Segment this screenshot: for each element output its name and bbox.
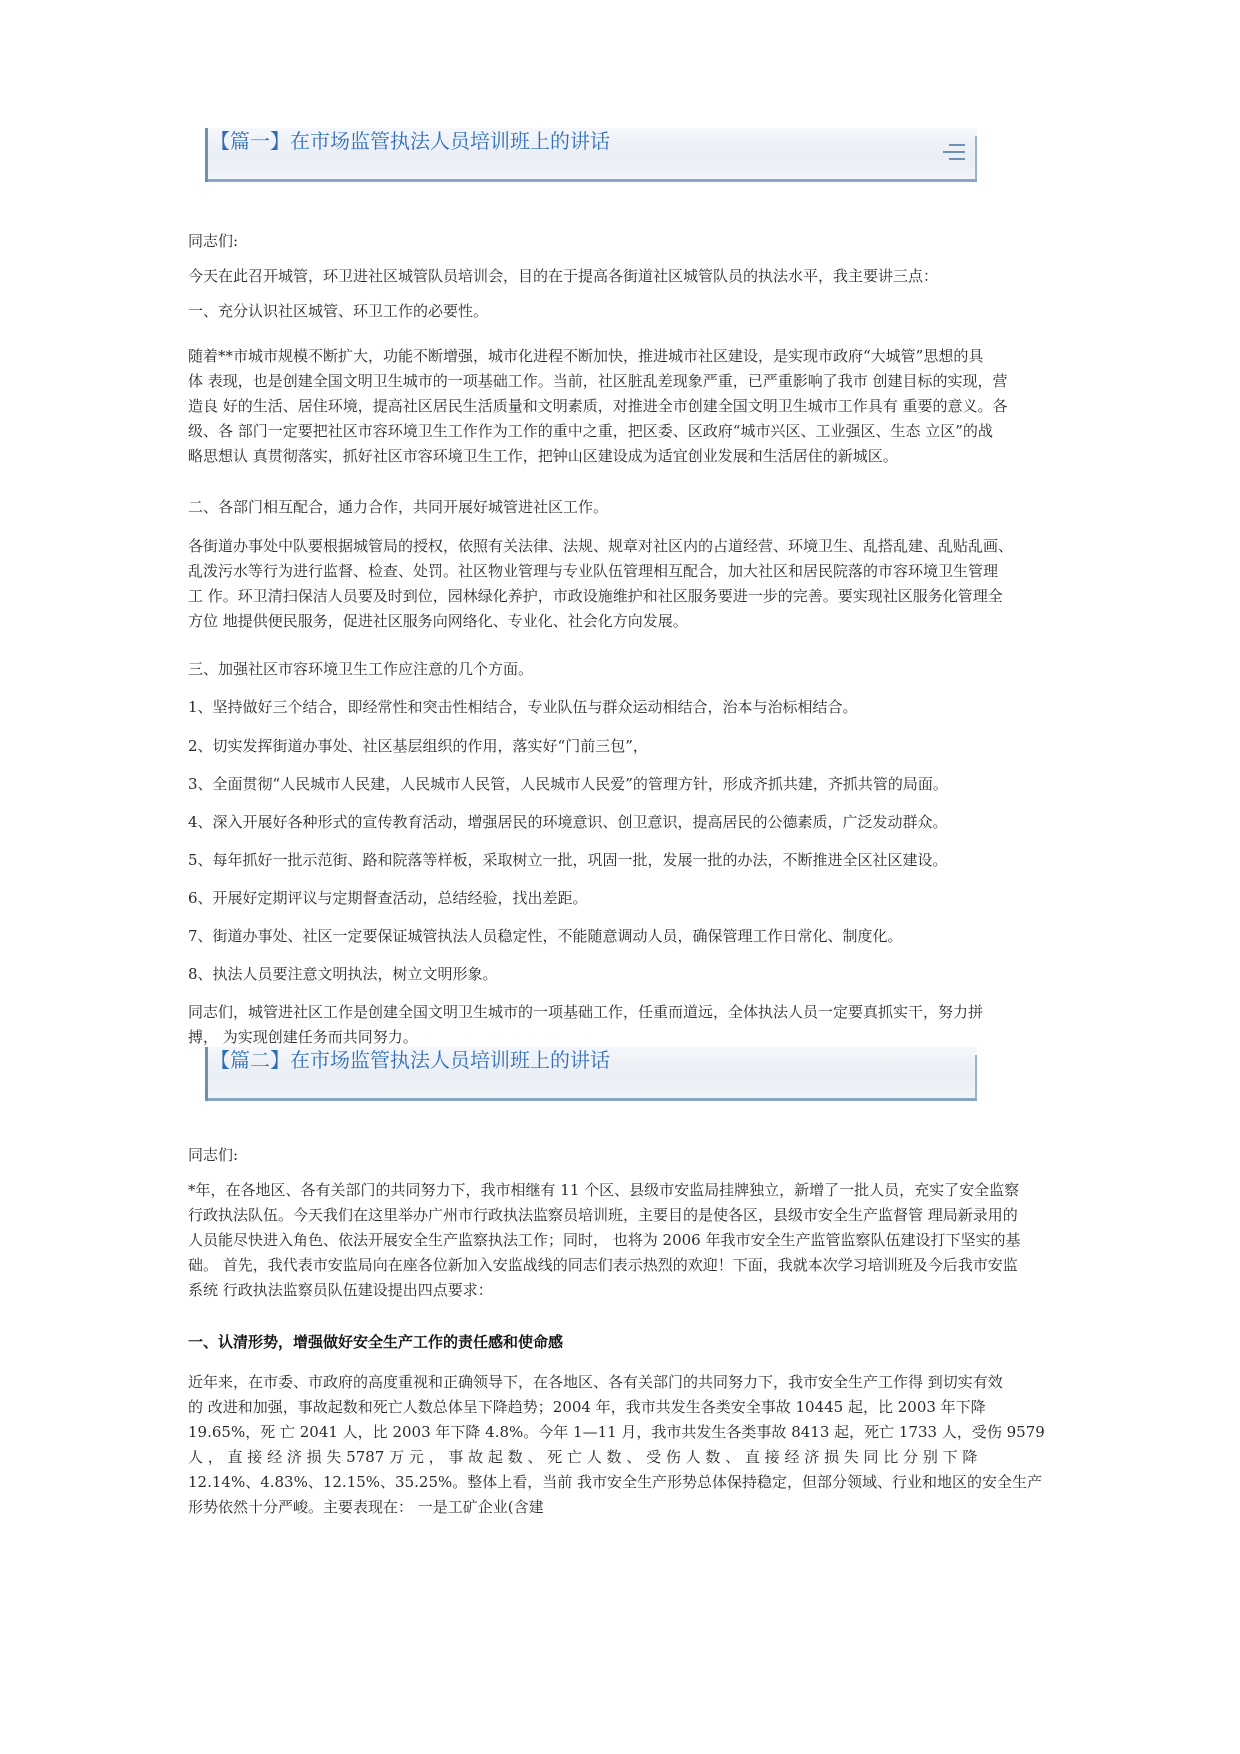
list-item: 2、切实发挥街道办事处、社区基层组织的作用，落实好“门前三包”， (188, 737, 648, 755)
list-item: 8、执法人员要注意文明执法，树立文明形象。 (188, 965, 498, 983)
section2-intro-paragraph (188, 1178, 1048, 1303)
paragraph-line: 12.14%、4.83%、12.15%、35.25%。整体上看，当前 我市安全生产形势总体保持稳定，但部分领域、行业和地区的安全生产 (188, 1473, 1043, 1491)
paragraph-line: 体 表现，也是创建全国文明卫生城市的一项基础工作。当前，社区脏乱差现象严重，已严重影响了我市 创建目标的实现，营 (188, 372, 1008, 390)
paragraph-line: 方位 地提供便民服务，促进社区服务向网络化、专业化、社会化方向发展。 (188, 612, 688, 630)
section1-intro: 今天在此召开城管，环卫进社区城管队员培训会，目的在于提高各街道社区城管队员的执法水平，我主要讲三点： (188, 267, 939, 285)
paragraph-line: 造良 好的生活、居住环境，提高社区居民生活质量和文明素质，对推进全市创建全国文明卫生城市工作具有 重要的意义。各 (188, 397, 1008, 415)
section2-heading: 一、认清形势，增强做好安全生产工作的责任感和使命感 (188, 1333, 564, 1351)
paragraph-line: 各街道办事处中队要根据城管局的授权，依照有关法律、法规、规章对社区内的占道经营、环境卫生、乱搭乱建、乱贴乱画、 (188, 537, 1014, 555)
paragraph-line: 的 改进和加强，事故起数和死亡人数总体呈下降趋势；2004 年，我市共发生各类安全事故 10445 起，比 2003 年下降 (188, 1398, 986, 1416)
paragraph-line: 随着**市城市规模不断扩大，功能不断增强，城市化进程不断加快，推进城市社区建设，是实现市政府“大城管”思想的具 (188, 347, 984, 365)
paragraph-line: 乱泼污水等行为进行监督、检查、处罚。社区物业管理与专业队伍管理相互配合，加大社区和居民院落的市容环境卫生管理 (188, 562, 999, 580)
list-item: 1、坚持做好三个结合，即经常性和突击性相结合，专业队伍与群众运动相结合，治本与治标相结合。 (188, 698, 858, 716)
paragraph-line: 行政执法队伍。今天我们在这里举办广州市行政执法监察员培训班，主要目的是使各区，县级市安全生产监督管 理局新录用的 (188, 1206, 1018, 1224)
section1-point2-paragraph (188, 534, 1048, 634)
paragraph-line: 级、各 部门一定要把社区市容环境卫生工作作为工作的重中之重，把区委、区政府“城市兴区、工业强区、生态 立区”的战 (188, 422, 993, 440)
section2-greeting: 同志们: (188, 1146, 239, 1164)
section1-banner-title: 【篇一】在市场监管执法人员培训班上的讲话 (210, 129, 610, 153)
banner-right-border (975, 1055, 977, 1101)
section1-closing-paragraph (188, 1000, 1048, 1050)
section1-point2-title: 二、各部门相互配合，通力合作，共同开展好城管进社区工作。 (188, 498, 609, 516)
paragraph-line: 工 作。环卫清扫保洁人员要及时到位，园林绿化养护，市政设施维护和社区服务要进一步的完善。要实现社区服务化管理全 (188, 587, 1003, 605)
section1-point1-paragraph (188, 344, 1048, 469)
paragraph-line: 系统 行政执法监察员队伍建设提出四点要求： (188, 1281, 493, 1299)
banner-bottom-border (208, 179, 977, 182)
paragraph-line: 略思想认 真贯彻落实，抓好社区市容环境卫生工作，把钟山区建设成为适宜创业发展和生活居住的新城区。 (188, 447, 898, 465)
list-item: 6、开展好定期评议与定期督查活动，总结经验，找出差距。 (188, 889, 588, 907)
paragraph-line: 形势依然十分严峻。主要表现在： 一是工矿企业(含建 (188, 1498, 544, 1516)
paragraph-line: 同志们，城管进社区工作是创建全国文明卫生城市的一项基础工作，任重而道远，全体执法人员一定要真抓实干，努力拼 (188, 1003, 984, 1021)
section1-banner (205, 128, 977, 182)
section2-banner (205, 1047, 977, 1101)
section2-banner-title: 【篇二】在市场监管执法人员培训班上的讲话 (210, 1048, 610, 1072)
paragraph-line: 人员能尽快进入角色、依法开展安全生产监察执法工作；同时， 也将为 2006 年我市安全生产监管监察队伍建设打下坚实的基 (188, 1231, 1021, 1249)
banner-right-border (975, 136, 977, 182)
list-item: 4、深入开展好各种形式的宣传教育活动，增强居民的环境意识、创卫意识，提高居民的公德素质，广泛发动群众。 (188, 813, 948, 831)
paragraph-line: 近年来，在市委、市政府的高度重视和正确领导下，在各地区、各有关部门的共同努力下，我市安全生产工作得 到切实有效 (188, 1373, 1003, 1391)
paragraph-line: 础。 首先，我代表市安监局向在座各位新加入安监战线的同志们表示热烈的欢迎！下面，我就本次学习培训班及今后我市安监 (188, 1256, 1018, 1274)
list-item: 3、全面贯彻“人民城市人民建，人民城市人民管，人民城市人民爱”的管理方针，形成齐抓共建，齐抓共管的局面。 (188, 775, 948, 793)
list-item: 7、街道办事处、社区一定要保证城管执法人员稳定性，不能随意调动人员，确保管理工作日常化、制度化。 (188, 927, 903, 945)
list-item: 5、每年抓好一批示范街、路和院落等样板，采取树立一批，巩固一批，发展一批的办法，不断推进全区社区建设。 (188, 851, 948, 869)
menu-icon (943, 144, 965, 166)
paragraph-line: 19.65%，死 亡 2041 人，比 2003 年下降 4.8%。今年 1—11 月，我市共发生各类事故 8413 起，死亡 1733 人，受伤 9579 (188, 1423, 1045, 1441)
section2-body-paragraph (188, 1370, 1048, 1520)
section1-point1-title: 一、充分认识社区城管、环卫工作的必要性。 (188, 302, 489, 320)
paragraph-line: 搏， 为实现创建任务而共同努力。 (188, 1028, 418, 1046)
paragraph-line: *年，在各地区、各有关部门的共同努力下，我市相继有 11 个区、县级市安监局挂牌独立，新增了一批人员，充实了安全监察 (188, 1181, 1020, 1199)
banner-bottom-border (208, 1098, 977, 1101)
paragraph-line: 人 ， 直 接 经 济 损 失 5787 万 元 ， 事 故 起 数 、 死 亡 人 数 、 受 伤 人 数 、 直 接 经 济 损 失 同 比 分 别 下 降 (188, 1448, 978, 1466)
section1-point3-title: 三、加强社区市容环境卫生工作应注意的几个方面。 (188, 660, 534, 678)
section1-greeting: 同志们: (188, 232, 239, 250)
